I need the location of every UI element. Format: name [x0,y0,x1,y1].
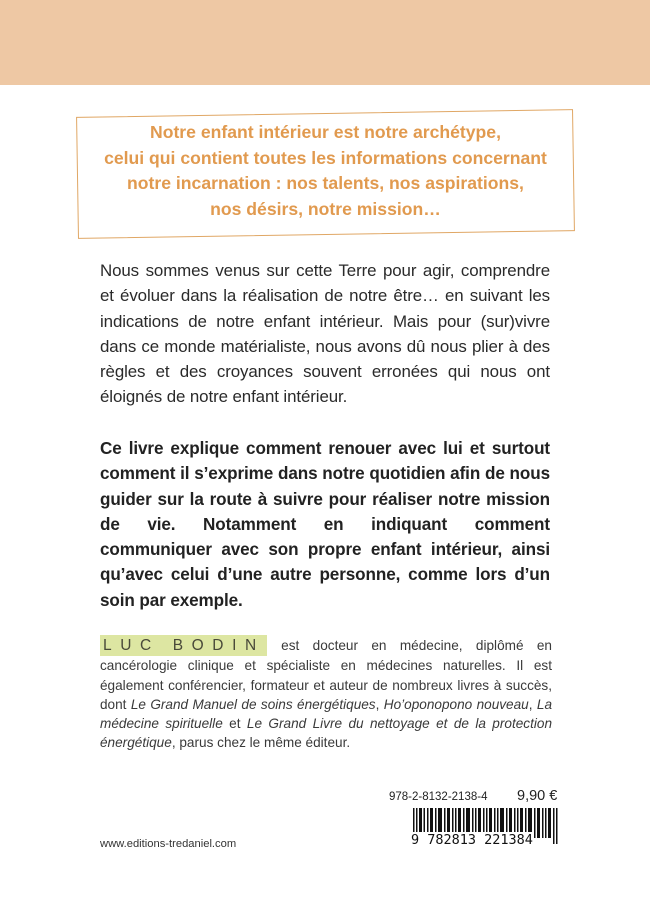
price: 9,90 € [517,788,558,804]
book-title: Le Grand Manuel de soins énergétiques [130,696,376,712]
quote-line: notre incarnation : nos talents, nos aspirations, [127,173,524,193]
bio-text: est docteur en médecine, diplômé en cancérologie clinique et spécialiste en médecines naturelles. Il est également conférencier, formateur et auteur de nombreux livres à succès, dont [100,638,552,712]
publisher-website: www.editions-tredaniel.com [100,838,237,850]
bio-separator: , [375,696,384,712]
intro-paragraph: Nous sommes venus sur cette Terre pour agir, comprendre et évoluer dans la réalisation de notre être… en suivant les indications de notre enfant intérieur. Mais pour (sur)vivre dans ce monde matérialiste, nous avons dû nous plier à des règles et des croyances souvent erronées qui nous ont éloignés de notre enfant intérieur. [100,261,550,407]
bio-text: , parus chez le même éditeur. [171,735,351,751]
book-title: La médecine spirituelle [100,696,553,732]
author-name: LUC BODIN [100,635,267,656]
top-color-band [0,0,650,85]
barcode-digits-text: 9 782813 221384 [411,832,533,848]
book-title: Le Grand Livre du nettoyage et de la protection énergétique [100,716,553,751]
barcode-number [410,832,560,848]
isbn: 978-2-8132-2138-4 [389,791,488,803]
bio-separator: et [222,716,247,732]
quote-line: celui qui contient toutes les informations concernant [104,147,547,168]
pull-quote [77,120,574,222]
quote-line: nos désirs, notre mission… [210,198,441,219]
book-pitch-paragraph: Ce livre explique comment renouer avec lui et surtout comment il s’exprime dans notre quotidien afin de nous guider sur la route à suivre pour réaliser notre mission de vie. Notamment en indiquant comment communiquer avec son propre enfant intérieur, ainsi qu’avec celui d’une autre personne, comme lors d’un soin par exemple. [100,439,550,610]
bio-separator: , [528,696,537,712]
book-title: Ho’oponopono nouveau [383,696,529,712]
quote-line: Notre enfant intérieur est notre archétype, [150,122,501,142]
author-bio [100,635,552,753]
